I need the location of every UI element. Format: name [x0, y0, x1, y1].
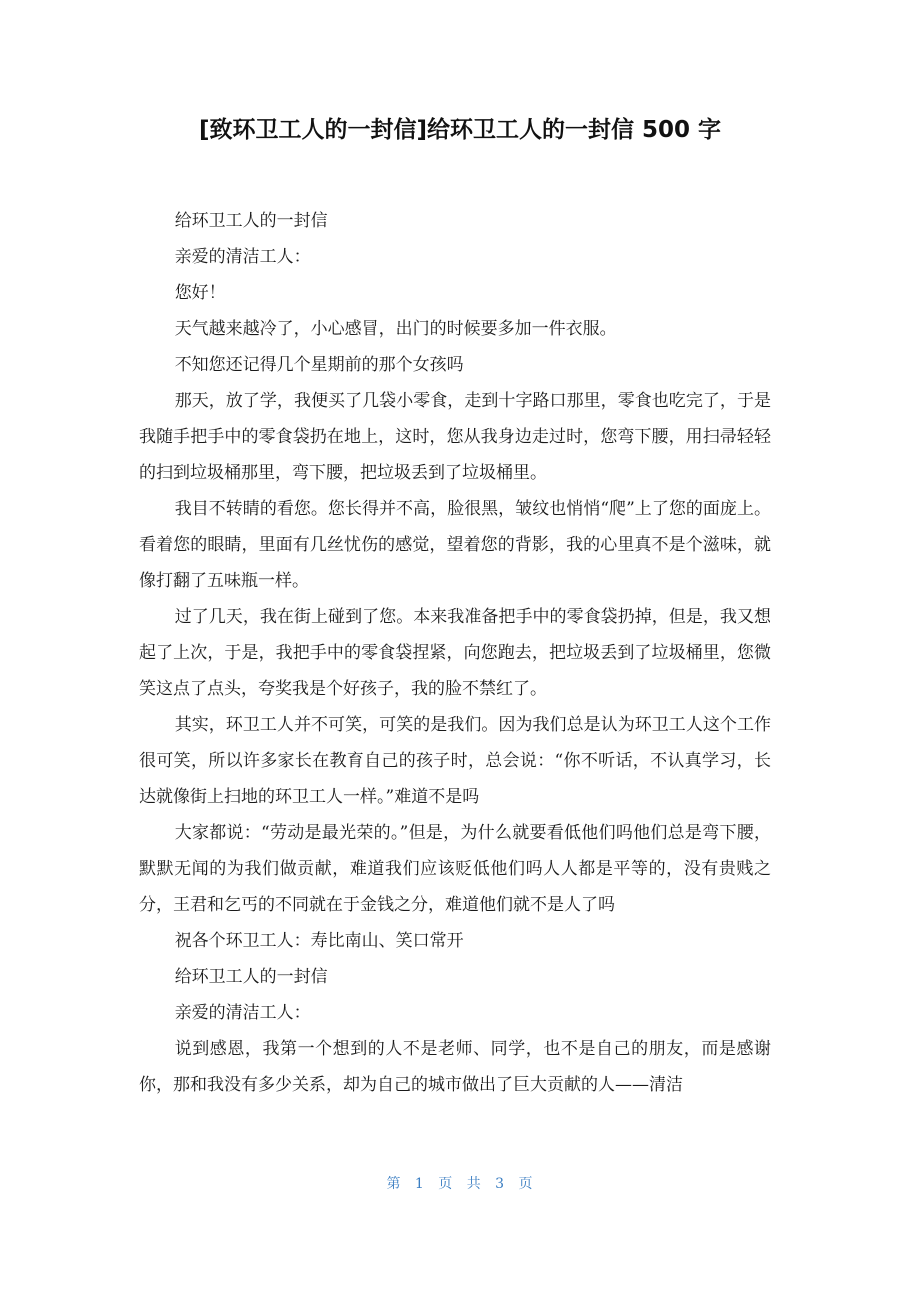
- paragraph: 亲爱的清洁工人：: [174, 247, 311, 267]
- paragraph: 那天，放了学，我便买了几袋小零食，走到十字路口那里，零食也吃完了，于是我随手把手中的零食袋扔在地上，这时，您从我身边走过时，您弯下腰，用扫帚轻轻的扫到垃圾桶那里，弯下腰，把垃圾丢到了垃圾桶里。: [139, 391, 771, 483]
- paragraph: 其实，环卫工人并不可笑，可笑的是我们。因为我们总是认为环卫工人这个工作很可笑，所以许多家长在教育自己的孩子时，总会说：“你不听话，不认真学习，长达就像街上扫地的环卫工人一样。”难道不是吗: [139, 715, 771, 807]
- paragraph: 亲爱的清洁工人：: [174, 1003, 311, 1023]
- paragraph: 说到感恩，我第一个想到的人不是老师、同学，也不是自己的朋友，而是感谢你，那和我没有多少关系，却为自己的城市做出了巨大贡献的人——清洁: [139, 1039, 771, 1095]
- paragraph: 天气越来越冷了，小心感冒，出门的时候要多加一件衣服。: [174, 319, 617, 339]
- paragraph: 过了几天，我在街上碰到了您。本来我准备把手中的零食袋扔掉，但是，我又想起了上次，于是，我把手中的零食袋捏紧，向您跑去，把垃圾丢到了垃圾桶里，您微笑这点了点头，夸奖我是个好孩子，我的脸不禁红了。: [139, 607, 771, 699]
- page-number-footer: 第 1 页 共 3 页: [386, 1176, 534, 1192]
- paragraph: 不知您还记得几个星期前的那个女孩吗: [174, 355, 464, 375]
- paragraph: 给环卫工人的一封信: [174, 967, 328, 987]
- document-title: [致环卫工人的一封信]给环卫工人的一封信 500 字: [198, 117, 722, 143]
- paragraph: 我目不转睛的看您。您长得并不高，脸很黑，皱纹也悄悄“爬”上了您的面庞上。看着您的眼睛，里面有几丝忧伤的感觉，望着您的背影，我的心里真不是个滋味，就像打翻了五味瓶一样。: [139, 499, 771, 591]
- paragraph: 您好！: [174, 283, 226, 303]
- document-body: [139, 203, 771, 1103]
- paragraph: 祝各个环卫工人：寿比南山、笑口常开: [174, 931, 464, 951]
- paragraph: 大家都说：“劳动是最光荣的。”但是，为什么就要看低他们吗他们总是弯下腰，默默无闻的为我们做贡献，难道我们应该贬低他们吗人人都是平等的，没有贵贱之分，王君和乞丐的不同就在于金钱之分，难道他们就不是人了吗: [139, 823, 771, 915]
- paragraph: 给环卫工人的一封信: [174, 211, 328, 231]
